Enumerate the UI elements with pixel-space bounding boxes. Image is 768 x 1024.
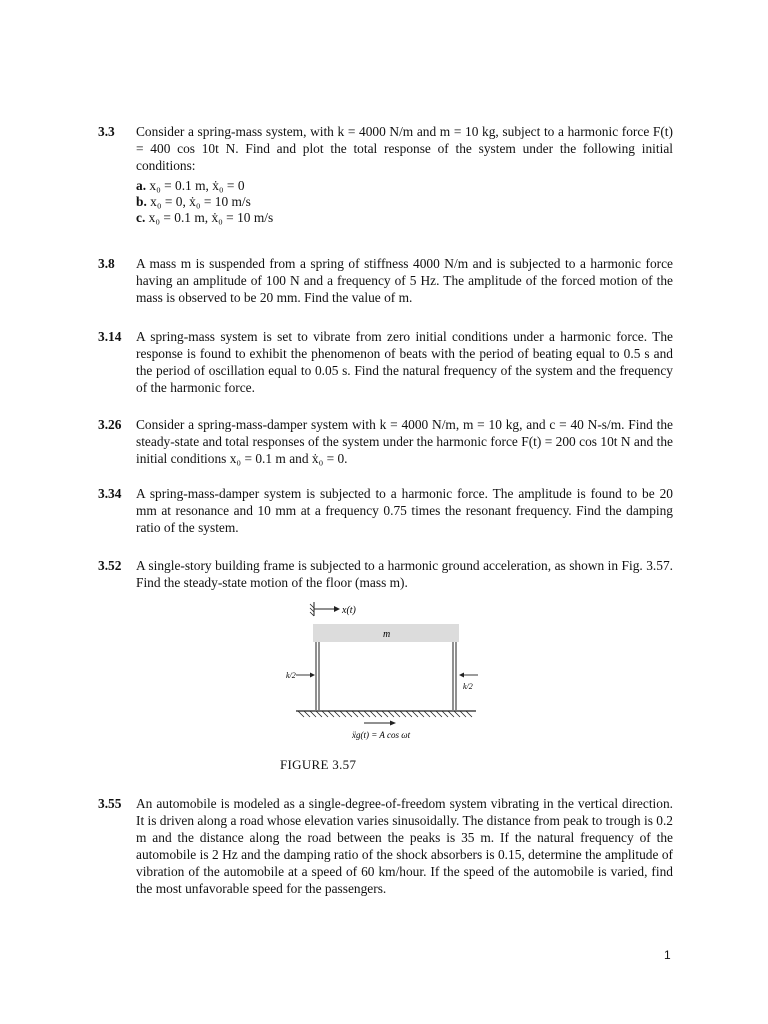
page-number: 1	[664, 948, 671, 962]
ground-acceleration-label: ẍg(t) = A cos ωt	[352, 730, 411, 740]
problem-3-3	[98, 123, 673, 226]
problem-number: 3.52	[98, 558, 122, 573]
problem-text: Consider a spring-mass-damper system with k = 4000 N/m, m = 10 kg, and c = 40 N-s/m. Find the steady-state and total responses of the system under the harmonic force F(t) = 200 cos 10t N and the initial conditions x₀ = 0.1 m and ẋ₀ = 0.	[136, 417, 673, 466]
problem-3-14	[98, 328, 673, 396]
problem-3-34	[98, 485, 673, 536]
right-stiffness-label: k/2	[463, 682, 473, 691]
item-label: a.	[136, 178, 147, 193]
item-label: b.	[136, 194, 147, 209]
list-item	[136, 194, 673, 210]
problem-text: A mass m is suspended from a spring of stiffness 4000 N/m and is subjected to a harmonic force having an amplitude of 100 N and a frequency of 5 Hz. The amplitude of the forced motion of the mass is observed to be 20 mm. Find the value of m.	[136, 256, 673, 305]
list-item	[136, 178, 673, 194]
list-item	[136, 210, 673, 226]
problem-number: 3.14	[98, 329, 122, 344]
problem-text: A single-story building frame is subjected to a harmonic ground acceleration, as shown in Fig. 3.57. Find the steady-state motion of the floor (mass m).	[136, 558, 673, 590]
displacement-label: x(t)	[342, 605, 356, 616]
problem-3-52	[98, 557, 673, 591]
problem-number: 3.55	[98, 796, 122, 811]
problem-text: A spring-mass-damper system is subjected to a harmonic force. The amplitude is found to be 20 mm at resonance and 10 mm at a frequency 0.75 times the resonant frequency. Find the damping ratio of the system.	[136, 486, 673, 535]
item-text: x₀ = 0, ẋ₀ = 10 m/s	[150, 194, 251, 209]
initial-conditions-list	[136, 178, 673, 226]
problem-number: 3.8	[98, 256, 115, 271]
item-label: c.	[136, 210, 146, 225]
ground-hatching	[298, 711, 472, 717]
mass-label: m	[383, 629, 391, 640]
problem-3-26	[98, 416, 673, 467]
item-text: x₀ = 0.1 m, ẋ₀ = 10 m/s	[148, 210, 274, 225]
problem-text: A spring-mass system is set to vibrate from zero initial conditions under a harmonic force. The response is found to exhibit the phenomenon of beats with the period of beating equal to 0.5 s and the period of oscillation equal to 0.05 s. Find the natural frequency of the system and the frequency of the harmonic force.	[136, 329, 673, 395]
problem-number: 3.26	[98, 417, 122, 432]
problem-number: 3.34	[98, 486, 122, 501]
figure-caption: FIGURE 3.57	[280, 757, 357, 772]
item-text: x₀ = 0.1 m, ẋ₀ = 0	[149, 178, 245, 193]
problem-3-55	[98, 795, 673, 897]
building-frame-diagram	[280, 598, 480, 748]
left-stiffness-label: k/2	[286, 671, 296, 680]
problem-text: An automobile is modeled as a single-degree-of-freedom system vibrating in the vertical direction. It is driven along a road whose elevation varies sinusoidally. The distance from peak to trough is 0.2 m and the distance along the road between the peaks is 35 m. If the natural frequency of the automobile is 2 Hz and the damping ratio of the shock absorbers is 0.15, determine the amplitude of vibration of the automobile at a speed of 60 km/hour. If the speed of the automobile is varied, find the most unfavorable speed for the passengers.	[136, 796, 673, 896]
problem-text: Consider a spring-mass system, with k = 4000 N/m and m = 10 kg, subject to a harmonic force F(t) = 400 cos 10t N. Find and plot the total response of the system under the following initial conditions:	[136, 124, 673, 173]
problem-3-8	[98, 255, 673, 306]
problem-number: 3.3	[98, 124, 115, 139]
figure-3-57	[280, 598, 480, 748]
